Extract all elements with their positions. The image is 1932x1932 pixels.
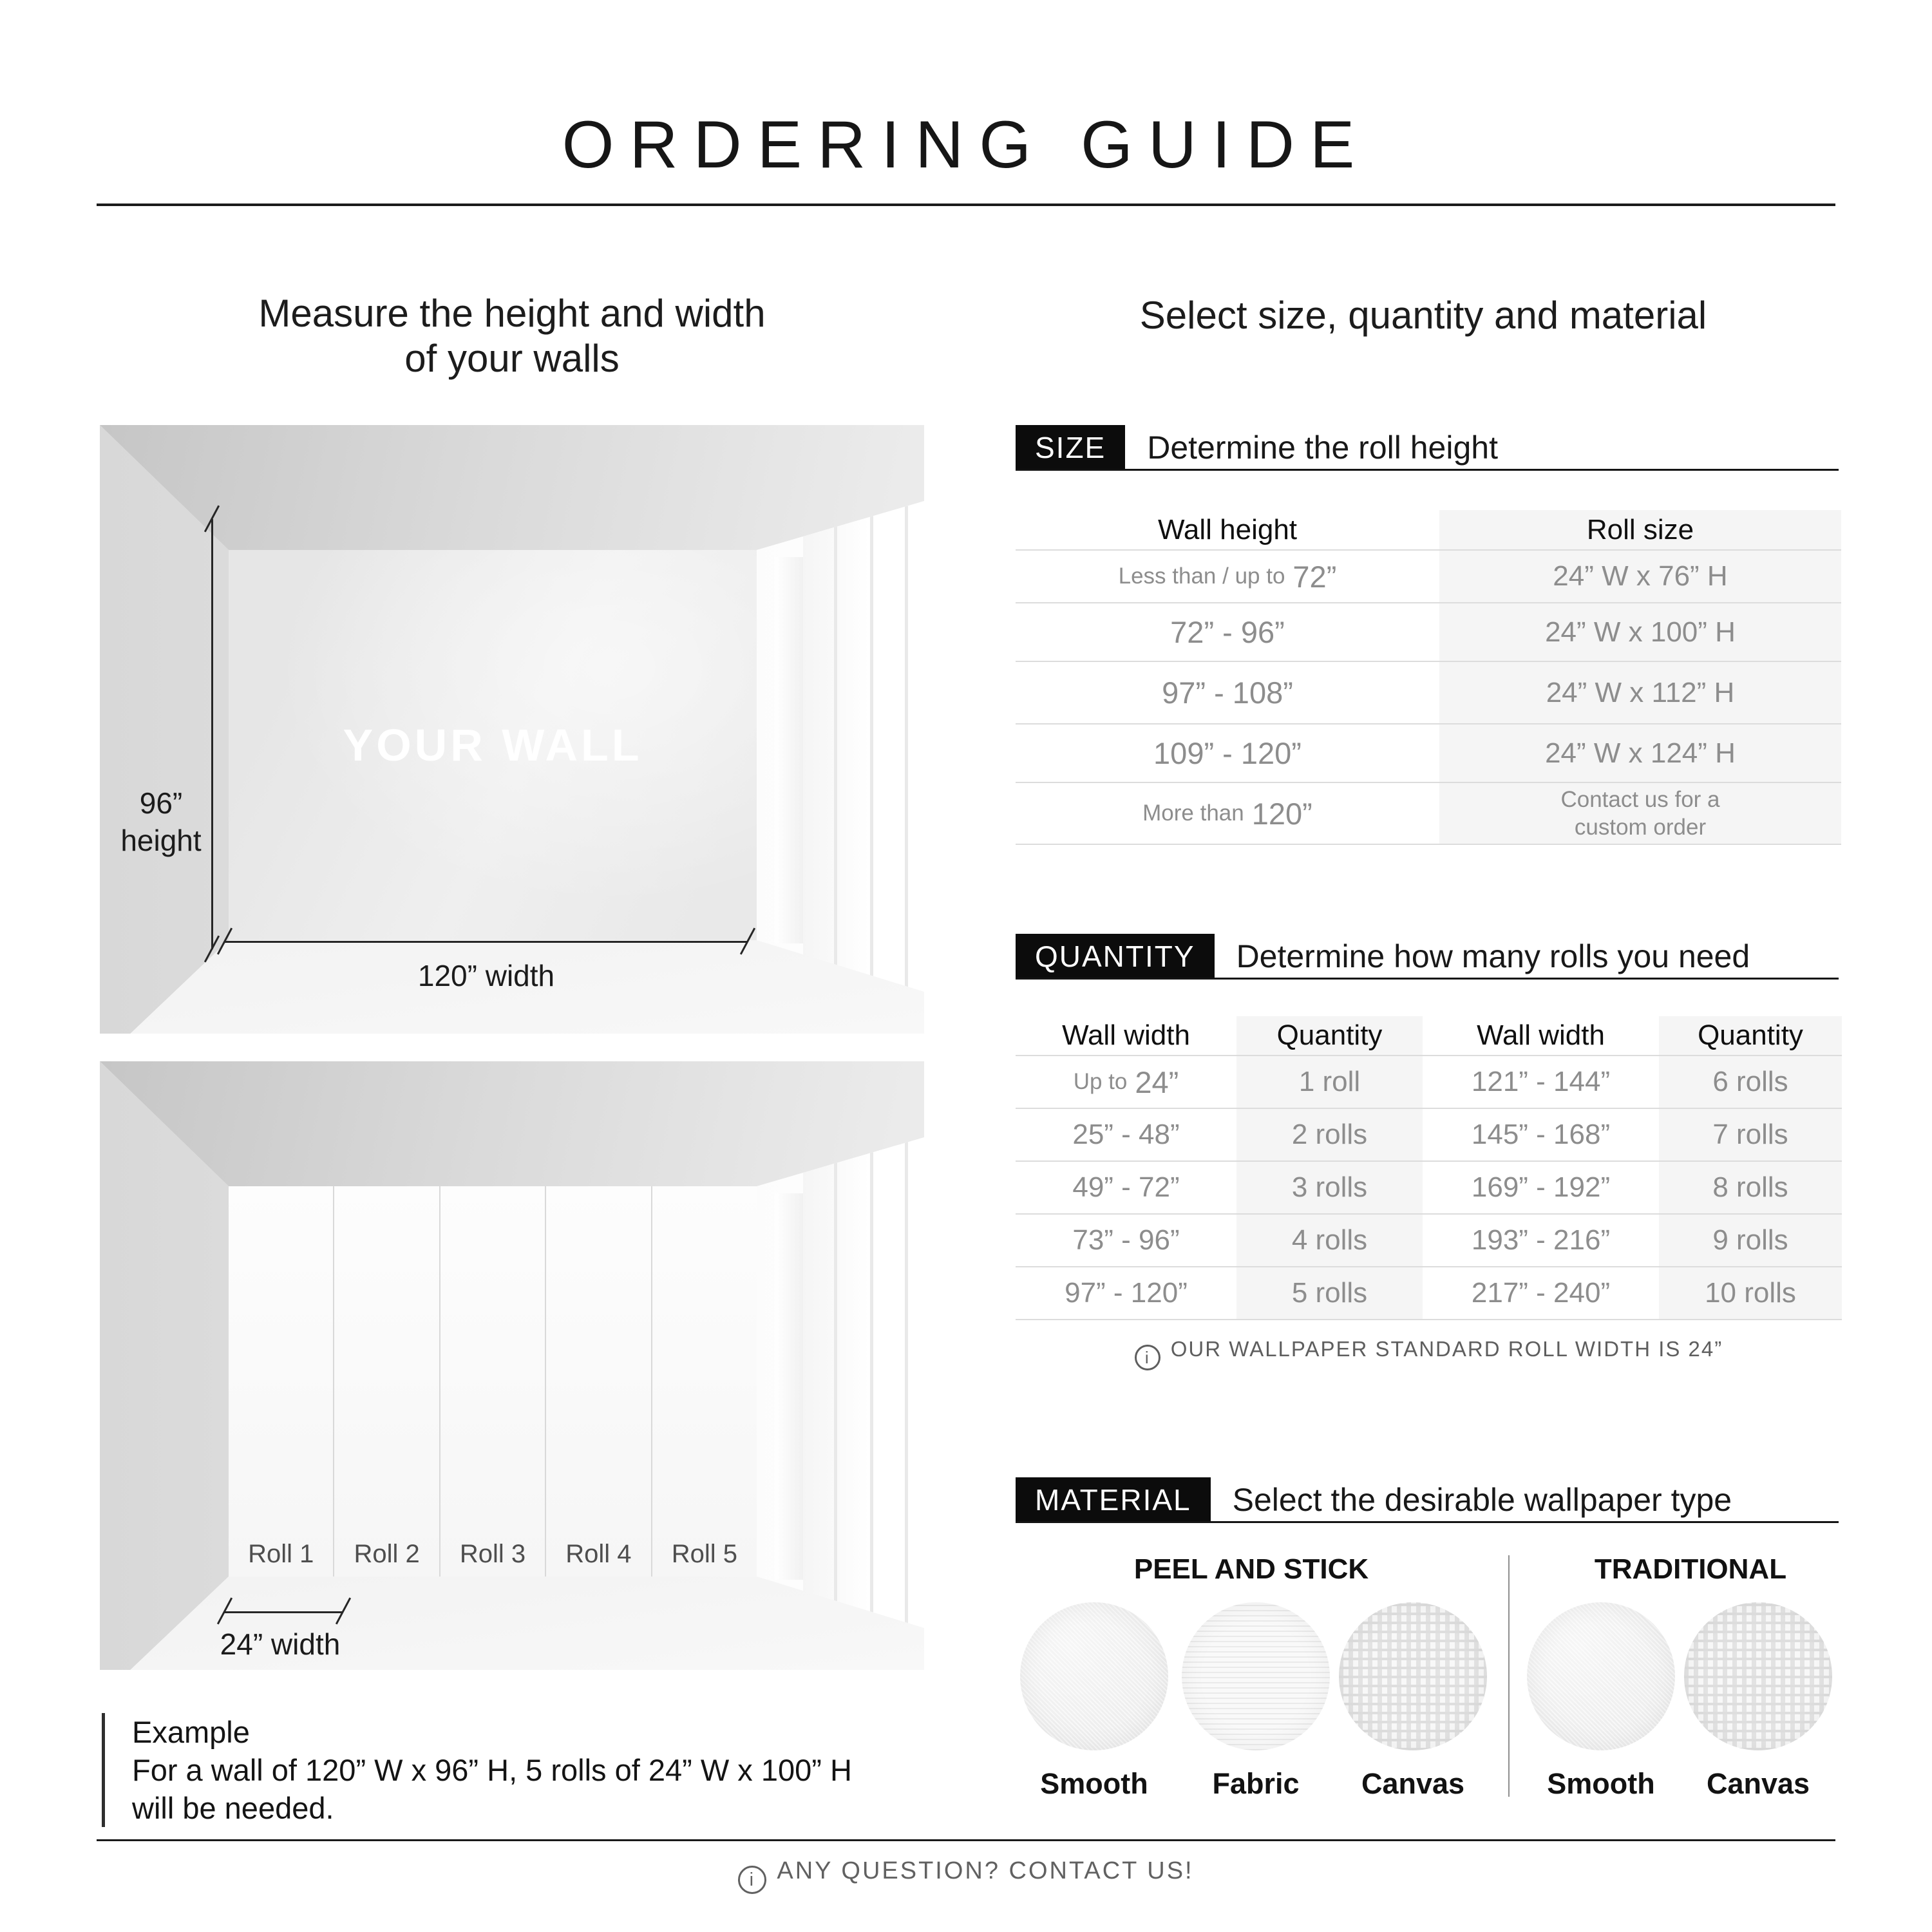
example-title: Example	[132, 1715, 250, 1749]
left-heading-line2: of your walls	[404, 337, 620, 380]
material-badge: MATERIAL	[1016, 1477, 1211, 1522]
size-row-roll: 24” W x 112” H	[1439, 662, 1841, 724]
window-mullion	[905, 1139, 908, 1641]
window-mullion	[870, 1139, 873, 1641]
size-row-roll: 24” W x 76” H	[1439, 551, 1841, 603]
wall-height-label: 96” height	[120, 786, 202, 857]
roll-panel	[229, 1186, 334, 1577]
qty-row-qty: 2 rolls	[1236, 1109, 1423, 1162]
room-measure-diagram	[100, 425, 924, 1034]
qty-row-qty: 9 rolls	[1659, 1215, 1842, 1267]
roll-width-dimension-line	[224, 1611, 343, 1613]
wall-width-label: 120” width	[417, 959, 555, 992]
window-mullion	[834, 502, 837, 1005]
size-subtitle: Determine the roll height	[1147, 430, 1498, 466]
room-back-wall	[229, 550, 757, 940]
swatch-peel-canvas	[1339, 1602, 1487, 1750]
size-col-header-roll: Roll size	[1439, 510, 1841, 551]
roll-panel	[546, 1186, 652, 1577]
roll-width-label: 24” width	[220, 1627, 341, 1661]
qty-row-wall: Up to 24”	[1016, 1056, 1236, 1109]
qty-row-wall: 73” - 96”	[1016, 1215, 1236, 1267]
size-section-divider	[1016, 469, 1839, 471]
info-icon	[738, 1866, 766, 1894]
footer-contact: iANY QUESTION? CONTACT US!	[0, 1857, 1932, 1894]
qty-col-header-qty: Quantity	[1236, 1016, 1423, 1056]
material-group-peel-and-stick: PEEL AND STICK	[1133, 1553, 1369, 1585]
swatch-traditional-canvas	[1684, 1602, 1832, 1750]
qty-row-qty: 7 rolls	[1659, 1109, 1842, 1162]
material-group-divider	[1508, 1555, 1510, 1797]
header-divider	[97, 204, 1835, 206]
left-column-heading	[100, 291, 924, 381]
quantity-section-header	[1016, 934, 1750, 979]
your-wall-label: YOUR WALL	[343, 720, 643, 770]
qty-row-wall: 49” - 72”	[1016, 1162, 1236, 1215]
swatch-label: Fabric	[1212, 1767, 1300, 1800]
window-pillar	[775, 557, 803, 943]
size-row-wall: Less than / up to 72”	[1016, 551, 1439, 603]
qty-row-wall: 169” - 192”	[1423, 1162, 1659, 1215]
qty-col-header-wall: Wall width	[1016, 1016, 1236, 1056]
roll-label: Roll 2	[354, 1540, 420, 1568]
quantity-table	[1016, 1016, 1842, 1320]
swatch-label: Smooth	[1040, 1767, 1148, 1800]
qty-row-qty: 4 rolls	[1236, 1215, 1423, 1267]
swatch-peel-smooth	[1020, 1602, 1168, 1750]
window-mullion	[870, 502, 873, 1005]
example-line2: will be needed.	[132, 1791, 334, 1825]
qty-row-wall: 25” - 48”	[1016, 1109, 1236, 1162]
window-mullion	[834, 1139, 837, 1641]
example-line1: For a wall of 120” W x 96” H, 5 rolls of 24” W x 100” H	[132, 1753, 852, 1787]
width-dimension-line	[224, 941, 747, 943]
swatch-peel-fabric	[1182, 1602, 1330, 1750]
roll-label: Roll 1	[248, 1540, 314, 1568]
size-section-header	[1016, 425, 1498, 470]
info-icon	[1135, 1345, 1160, 1370]
qty-row-qty: 3 rolls	[1236, 1162, 1423, 1215]
qty-row-qty: 6 rolls	[1659, 1056, 1842, 1109]
size-row-roll: Contact us for a custom order	[1439, 783, 1841, 845]
swatch-label: Canvas	[1706, 1767, 1810, 1800]
page-title: ORDERING GUIDE	[562, 107, 1370, 182]
size-col-header-wall: Wall height	[1016, 510, 1439, 551]
qty-row-qty: 10 rolls	[1659, 1267, 1842, 1320]
qty-row-qty: 5 rolls	[1236, 1267, 1423, 1320]
roll-panel	[652, 1186, 757, 1577]
material-subtitle: Select the desirable wallpaper type	[1232, 1482, 1732, 1518]
roll-panel	[440, 1186, 546, 1577]
size-row-wall: 109” - 120”	[1016, 724, 1439, 783]
qty-row-wall: 193” - 216”	[1423, 1215, 1659, 1267]
size-row-wall: More than 120”	[1016, 783, 1439, 845]
window-mullion	[905, 502, 908, 1005]
qty-row-wall: 145” - 168”	[1423, 1109, 1659, 1162]
quantity-subtitle: Determine how many rolls you need	[1236, 938, 1750, 974]
quantity-section-divider	[1016, 978, 1839, 980]
material-section-divider	[1016, 1521, 1839, 1523]
right-column-heading: Select size, quantity and material	[1139, 294, 1707, 337]
material-section-header	[1016, 1477, 1732, 1522]
left-heading-line1: Measure the height and width	[258, 292, 766, 335]
size-row-roll: 24” W x 124” H	[1439, 724, 1841, 783]
wallpaper-roll-panels	[229, 1186, 757, 1577]
height-dimension-line	[211, 519, 213, 949]
material-group-traditional: TRADITIONAL	[1594, 1553, 1787, 1585]
size-badge: SIZE	[1016, 425, 1125, 470]
qty-row-wall: 97” - 120”	[1016, 1267, 1236, 1320]
quantity-badge: QUANTITY	[1016, 934, 1215, 979]
roll-width-note: iOUR WALLPAPER STANDARD ROLL WIDTH IS 24”	[1016, 1337, 1842, 1370]
size-row-roll: 24” W x 100” H	[1439, 603, 1841, 662]
qty-row-wall: 217” - 240”	[1423, 1267, 1659, 1320]
roll-label: Roll 3	[459, 1540, 526, 1568]
roll-panel	[334, 1186, 440, 1577]
swatch-traditional-smooth	[1527, 1602, 1675, 1750]
footer-divider	[97, 1839, 1835, 1841]
qty-col-header-qty: Quantity	[1659, 1016, 1842, 1056]
roll-label: Roll 5	[671, 1540, 737, 1568]
size-table	[1016, 510, 1841, 845]
qty-row-qty: 1 roll	[1236, 1056, 1423, 1109]
roll-label: Roll 4	[565, 1540, 632, 1568]
size-row-wall: 72” - 96”	[1016, 603, 1439, 662]
swatch-label: Smooth	[1547, 1767, 1655, 1800]
size-row-wall: 97” - 108”	[1016, 662, 1439, 724]
qty-row-qty: 8 rolls	[1659, 1162, 1842, 1215]
qty-row-wall: 121” - 144”	[1423, 1056, 1659, 1109]
room-rolls-diagram	[100, 1061, 924, 1670]
example-block	[102, 1713, 852, 1827]
window-pillar	[775, 1193, 803, 1580]
swatch-label: Canvas	[1361, 1767, 1465, 1800]
qty-col-header-wall: Wall width	[1423, 1016, 1659, 1056]
